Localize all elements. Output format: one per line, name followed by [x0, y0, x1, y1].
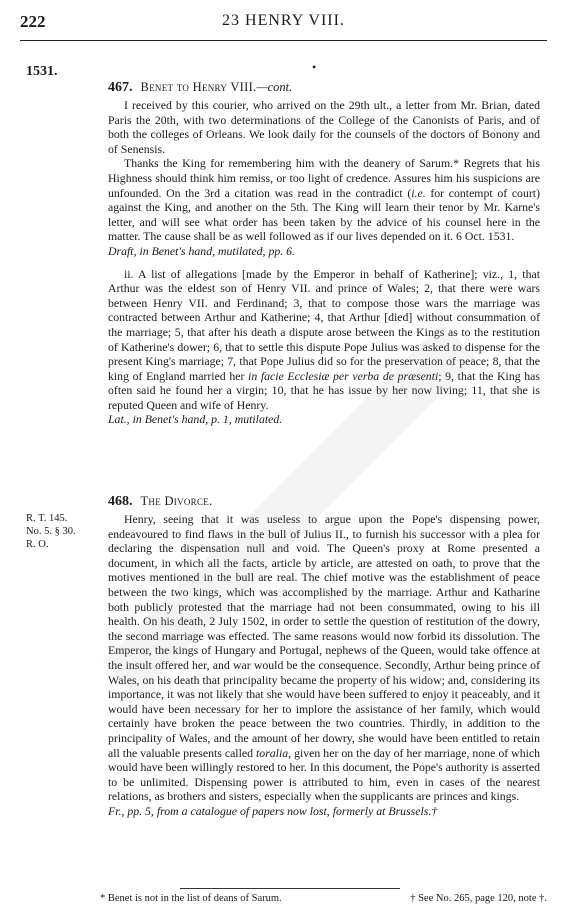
paragraph: ii. A list of allegations [made by the Emperor in behalf of Katherine]; viz., 1, that Arthur was the eldest son of Henry VII. and prince of Wales; 2, that there were wars between Henry VII. and Ferdinand; 3, that to compose those wars the marriage was contracted between Arthur and Katherine; 4, that Arthur [died] without consummation of the marriage; 5, that after his death a dispute arose between the Kings as to the restitution of Katherine's dower; 6, that to settle this dispute Pope Julius was asked to dispense for the present King's marriage; 7, that Pope Julius did so for the preservation of peace; 8, that the king of England married her in facie Ecclesiæ per verba de præsenti; 9, that the King has often said he found her a virgin; 10, that he has issue by her now living; 11, that she is reputed Queen and wife of Henry. — [108, 266, 540, 412]
entry-467-body — [108, 98, 540, 427]
source-note: Fr., pp. 5, from a catalogue of papers now lost, formerly at Brussels.† — [108, 803, 438, 818]
page-header — [20, 12, 547, 36]
entry-468-body — [108, 512, 540, 818]
entry-467-heading — [108, 80, 540, 96]
paragraph: I received by this courier, who arrived on the 29th ult., a letter from Mr. Brian, dated Paris the 20th, with two determinations of the College of the Canonists of Paris, and of both the colleges of Orleans. We look daily for the counsels of the doctors of Bonony and of Senensis. — [108, 98, 540, 156]
margin-reference: R. T. 145. No. 5. § 30. R. O. — [26, 513, 76, 550]
entry-title: The Divorce. — [140, 494, 213, 508]
entry-title-name: Henry VIII. — [192, 80, 257, 94]
source-note: Draft, in Benet's hand, mutilated, pp. 6. — [108, 243, 295, 258]
entry-title-suffix: —cont. — [256, 80, 293, 94]
entry-468-heading — [108, 494, 540, 510]
paragraph: Henry, seeing that it was useless to argue upon the Pope's dispensing power, endeavoured to find flaws in the bull of Julius II., to furnish his successor with a plea for declaring the dispensation null and void. The Queen's proxy at Rome presented a document, in which all the facts, article by article, are attested on oath, to prove that the motives mentioned in the bull are real. The chief motive was the establishment of peace between the two kings, which was accomplished by the marriage. Arthur and Katharine both publicly protested that the marriage had not been consummated, owing to his ill health. On his death, 2 July 1502, in order to settle the question of restitution of the dowry, the second marriage was effected. The same reasons would now forbid its dissolution. The Emperor, the kings of Hungary and Portugal, nephews of the Queen, would take offence at the insult offered her, and war would be the consequence. Secondly, Arthur being prince of Wales, on his death that principality became the property of his widow; and, considering its importance, it was not likely that she would have been suffered to enjoy it peaceably, and it would have been necessary for her to implore the assistance of her family, which would certainly have broken the peace between the two countries. Thirdly, in addition to the principality of Wales, and the amount of her dowry, she would have been entitled to retain all the valuable presents called toralia, given her on the day of her marriage, none of which would have been willingly restored to her. In this document, the Pope's authority is asserted to be unlimited. Dispensing power is attributed to him, even in cases of the nearest relations, as brothers and sisters, especially when the supplicants are princes and kings. — [108, 512, 541, 804]
entry-title-prefix: Benet to — [140, 80, 193, 94]
footnote-dagger: † See No. 265, page 120, note †. — [410, 893, 547, 904]
footnote-rule — [180, 888, 400, 889]
header-rule — [20, 40, 547, 41]
ornament-mark: • — [312, 60, 317, 74]
entry-number: 467. — [108, 80, 133, 95]
page-number: 222 — [20, 12, 46, 31]
running-title: 23 HENRY VIII. — [222, 12, 345, 29]
source-note: Lat., in Benet's hand, p. 1, mutilated. — [108, 412, 283, 427]
footnote-star: * Benet is not in the list of deans of Sarum. — [100, 893, 282, 904]
entry-number: 468. — [108, 494, 133, 509]
year-label: 1531. — [26, 64, 58, 79]
paragraph: Thanks the King for remembering him with the deanery of Sarum.* Regrets that his Highness should think him remiss, or too light of credence. Assures him his suspicions are unfounded. On the 3rd a citation was read in the contradict (i.e. for contempt of court) against the King, and another on the 5th. The King will learn their tenor by Mr. Karne's letter, and will see what order has been taken by the advice of his counsel here in the matter. The cause shall be as well followed as if our lives depended on it. 6 Oct. 1531. — [108, 156, 540, 244]
